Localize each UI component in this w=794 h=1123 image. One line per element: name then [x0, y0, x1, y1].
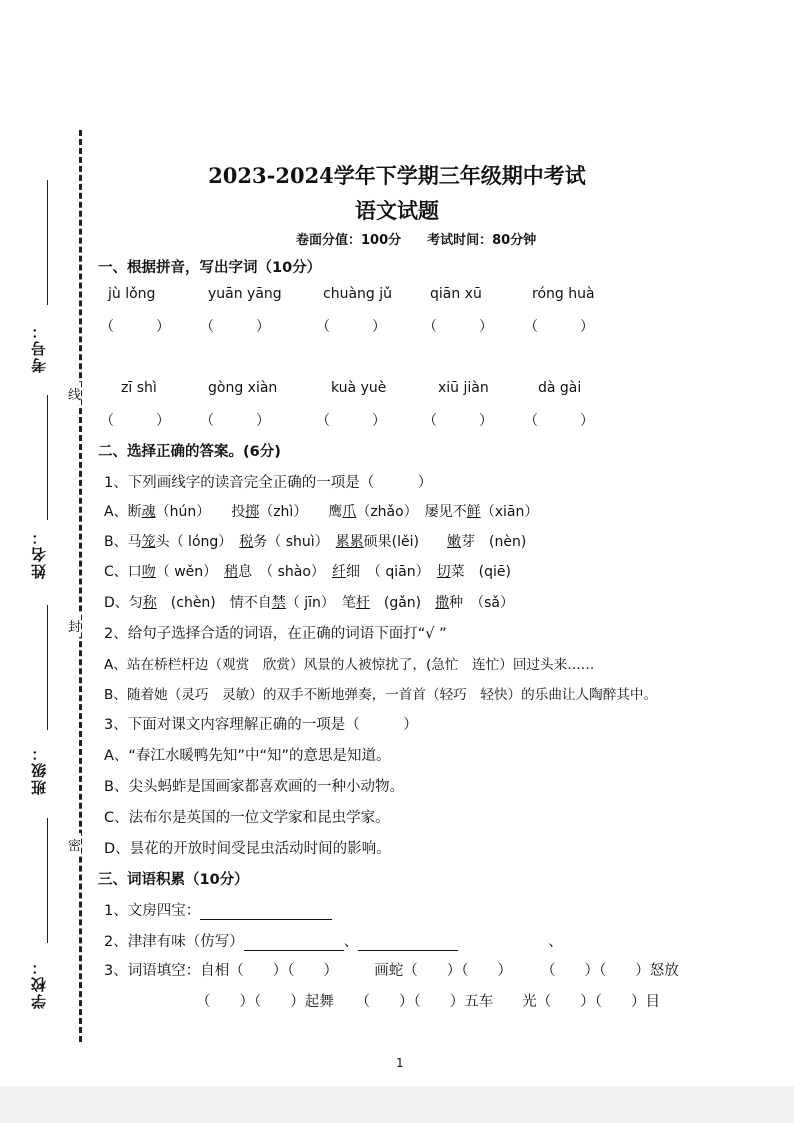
answer-blank[interactable]: （ ） — [423, 319, 493, 335]
option-b: B、马笼头（ lóng） 税务（ shuì） 累累硕果(lěi) 嫩芽 (nèn) — [104, 534, 527, 550]
binding-dashed-line — [79, 130, 82, 1042]
pinyin-item: xiū jiàn — [438, 380, 489, 396]
answer-blank[interactable]: （ ） — [316, 413, 386, 429]
school-fill-line — [47, 818, 48, 943]
exam-subtitle: 语文试题 — [355, 198, 439, 223]
question-3-2: 2、津津有味（仿写） 、 、 — [104, 934, 563, 950]
pinyin-item: róng huà — [532, 286, 595, 302]
name-label: 姓名： — [30, 528, 48, 579]
pinyin-item: yuān yāng — [208, 286, 282, 302]
exam-meta: 卷面分值：100分 考试时间：80分钟 — [296, 233, 537, 248]
seal-char-mi: 密 — [68, 833, 81, 856]
school-label: 学校： — [30, 958, 48, 1009]
answer-blank[interactable]: （ ） — [100, 413, 170, 429]
answer-blank[interactable]: （ ） — [524, 319, 594, 335]
section2-heading: 二、选择正确的答案。(6分) — [98, 444, 281, 460]
section1-heading: 一、根据拼音，写出字词（10分） — [98, 260, 322, 276]
seal-char-feng: 封 — [68, 614, 81, 637]
class-fill-line — [47, 605, 48, 730]
question-3-1: 1、文房四宝： — [104, 899, 332, 920]
option-a: A、断魂（hún） 投掷（zhì） 鹰爪（zhǎo） 屡见不鲜（xiān） — [104, 504, 539, 520]
question-2-2-b: B、随着她（灵巧 灵敏）的双手不断地弹奏，一首首（轻巧 轻快）的乐曲让人陶醉其中。 — [104, 687, 658, 703]
pinyin-item: gòng xiàn — [208, 380, 278, 396]
pinyin-item: zī shì — [121, 380, 157, 396]
page-footer-strip — [0, 1086, 794, 1123]
fill-blank[interactable] — [244, 936, 344, 951]
question-2-3-b: B、尖头蚂蚱是国画家都喜欢画的一种小动物。 — [104, 779, 404, 795]
fill-blank[interactable] — [358, 936, 458, 951]
section3-heading: 三、词语积累（10分） — [98, 872, 249, 888]
exam-title: 2023-2024学年下学期三年级期中考试 — [208, 163, 586, 188]
question-2-3-c: C、法布尔是英国的一位文学家和昆虫学家。 — [104, 810, 390, 826]
pinyin-item: kuà yuè — [331, 380, 387, 396]
answer-blank[interactable]: （ ） — [316, 319, 386, 335]
fill-blank[interactable] — [200, 905, 332, 920]
page-number: 1 — [396, 1056, 404, 1070]
question-2-3-a: A、“春江水暖鸭先知”中“知”的意思是知道。 — [104, 748, 391, 764]
exam-no-label: 考号： — [30, 322, 48, 373]
pinyin-item: dà gài — [538, 380, 582, 396]
pinyin-item: chuàng jǔ — [323, 286, 392, 302]
pinyin-item: qiān xū — [430, 286, 482, 302]
seal-char-line: 线 — [68, 382, 81, 405]
answer-blank[interactable]: （ ） — [200, 413, 270, 429]
answer-blank[interactable]: （ ） — [100, 319, 170, 335]
question-2-1: 1、下列画线字的读音完全正确的一项是（ ） — [104, 475, 433, 491]
pinyin-item: jù lǒng — [108, 286, 156, 302]
name-fill-line — [47, 395, 48, 520]
answer-blank[interactable]: （ ） — [423, 413, 493, 429]
answer-blank[interactable]: （ ） — [524, 413, 594, 429]
option-c: C、口吻（ wěn） 稍息 （ shào） 纤细 （ qiān） 切菜 (qiē) — [104, 564, 511, 580]
question-2-3-d: D、昙花的开放时间受昆虫活动时间的影响。 — [104, 841, 391, 857]
question-3-3-row2: （ ）（ ）起舞 （ ）（ ）五车 光（ ）（ ）目 — [196, 994, 660, 1010]
class-label: 班级： — [30, 744, 48, 795]
option-d: D、匀称 (chèn) 情不自禁（ jīn） 笔杆 (gǎn) 撒种 （sǎ） — [104, 595, 515, 611]
question-2-2: 2、给句子选择合适的词语，在正确的词语下面打“√ ” — [104, 626, 447, 642]
question-2-3: 3、下面对课文内容理解正确的一项是（ ） — [104, 717, 418, 733]
question-3-3-row1: 3、词语填空：自相（ ）（ ） 画蛇（ ）（ ） （ ）（ ）怒放 — [104, 963, 679, 979]
question-2-2-a: A、站在桥栏杆边（观赏 欣赏）风景的人被惊扰了，(急忙 连忙）回过头来…… — [104, 657, 595, 673]
answer-blank[interactable]: （ ） — [200, 319, 270, 335]
